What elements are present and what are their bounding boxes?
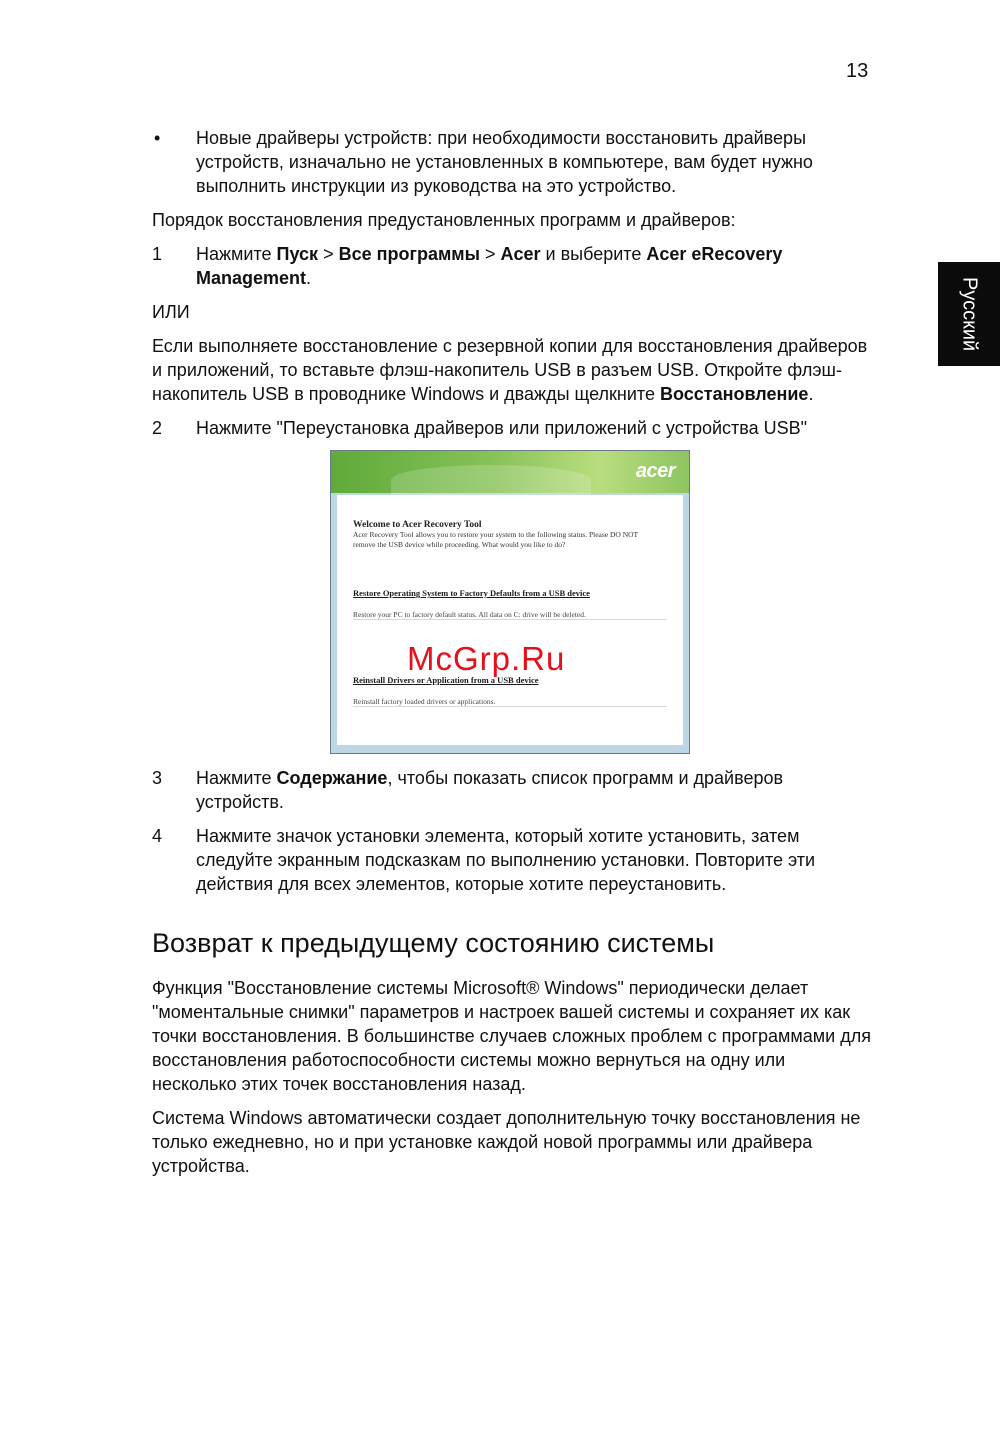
step-1-number: 1 bbox=[152, 244, 163, 264]
step-2-text: Нажмите "Переустановка драйверов или приложений с устройства USB" bbox=[196, 418, 808, 438]
step-4-text: Нажмите значок установки элемента, который хотите установить, затем следуйте экранным подсказкам по выполнению установки. Повторите эти действия для всех элементов, которые хотите переустановить. bbox=[196, 826, 816, 894]
step-1-acer: Acer bbox=[500, 244, 541, 264]
step-3-contents: Содержание bbox=[276, 768, 388, 788]
or-text: ИЛИ bbox=[152, 302, 190, 322]
usb-paragraph-end: . bbox=[808, 384, 814, 404]
step-2 bbox=[152, 416, 872, 440]
step-4 bbox=[152, 824, 872, 896]
paragraph-2: Система Windows автоматически создает дополнительную точку восстановления не только ежедневно, но и при установке каждой новой программы или драйвера устройства. bbox=[152, 1108, 861, 1176]
header-swoosh bbox=[391, 465, 591, 495]
step-3-text: Нажмите bbox=[196, 768, 277, 788]
page-content bbox=[152, 126, 872, 1188]
restore-factory-link[interactable]: Restore Operating System to Factory Defaults from a USB device bbox=[353, 588, 590, 598]
step-1 bbox=[152, 242, 872, 290]
usb-paragraph bbox=[152, 334, 872, 406]
figure-separator-2 bbox=[353, 706, 667, 707]
step-1-sep2: > bbox=[479, 244, 501, 264]
recovery-tool-screenshot bbox=[330, 450, 690, 754]
step-1-start: Пуск bbox=[276, 244, 319, 264]
paragraph-1: Функция "Восстановление системы Microsoft® Windows" периодически делает "моментальные снимки" параметров и настроек вашей системы и сохраняет их как точки восстановления. В большинстве случаев сложных проблем с программами для восстановления работоспособности системы можно вернуться на одну или несколько этих точек восстановления назад. bbox=[152, 978, 871, 1094]
step-4-number: 4 bbox=[152, 826, 163, 846]
intro-paragraph: Порядок восстановления предустановленных программ и драйверов: bbox=[152, 210, 736, 230]
reinstall-drivers-link[interactable]: Reinstall Drivers or Application from a USB device bbox=[353, 675, 539, 685]
figure-separator bbox=[353, 619, 667, 620]
language-tab-label: Русский bbox=[958, 276, 981, 352]
bullet-text: Новые драйверы устройств: при необходимости восстановить драйверы устройств, изначально не установленных в компьютере, вам будет нужно выполнить инструкции из руководства на это устройство. bbox=[196, 128, 813, 196]
step-1-erecovery: Acer eRecovery Management bbox=[196, 244, 783, 288]
usb-paragraph-bold: Восстановление bbox=[659, 384, 809, 404]
restore-factory-desc: Restore your PC to factory default status. All data on C: drive will be deleted. bbox=[353, 610, 586, 619]
step-1-text: Нажмите bbox=[196, 244, 277, 264]
step-1-text2: и выберите bbox=[540, 244, 647, 264]
figure-body bbox=[337, 495, 683, 745]
watermark: McGrp.Ru bbox=[407, 640, 566, 677]
figure-intro: Acer Recovery Tool allows you to restore your system to the following status. Please DO NOT remove the USB device while proceeding. What would you like to do? bbox=[353, 530, 638, 549]
acer-logo: acer bbox=[635, 460, 675, 482]
bullet-item bbox=[152, 126, 872, 198]
step-3-number: 3 bbox=[152, 768, 163, 788]
step-3-text2: , чтобы показать список программ и драйверов устройств. bbox=[196, 768, 784, 812]
step-1-all-programs: Все программы bbox=[338, 244, 480, 264]
figure-title: Welcome to Acer Recovery Tool bbox=[353, 520, 482, 530]
step-3 bbox=[152, 766, 872, 814]
figure-header bbox=[331, 451, 689, 493]
bullet-marker: • bbox=[154, 128, 161, 148]
reinstall-drivers-desc: Reinstall factory loaded drivers or applications. bbox=[353, 697, 496, 706]
step-1-period: . bbox=[306, 268, 312, 288]
step-1-sep: > bbox=[318, 244, 339, 264]
language-tab bbox=[938, 262, 1000, 366]
section-heading: Возврат к предыдущему состоянию системы bbox=[152, 928, 715, 958]
page-number: 13 bbox=[846, 60, 869, 82]
usb-paragraph-text: Если выполняете восстановление с резервной копии для восстановления драйверов и приложений, то вставьте флэш-накопитель USB в разъем USB. Откройте флэш-накопитель USB в проводнике Windows и дважды щелкните bbox=[152, 336, 868, 404]
step-2-number: 2 bbox=[152, 418, 163, 438]
